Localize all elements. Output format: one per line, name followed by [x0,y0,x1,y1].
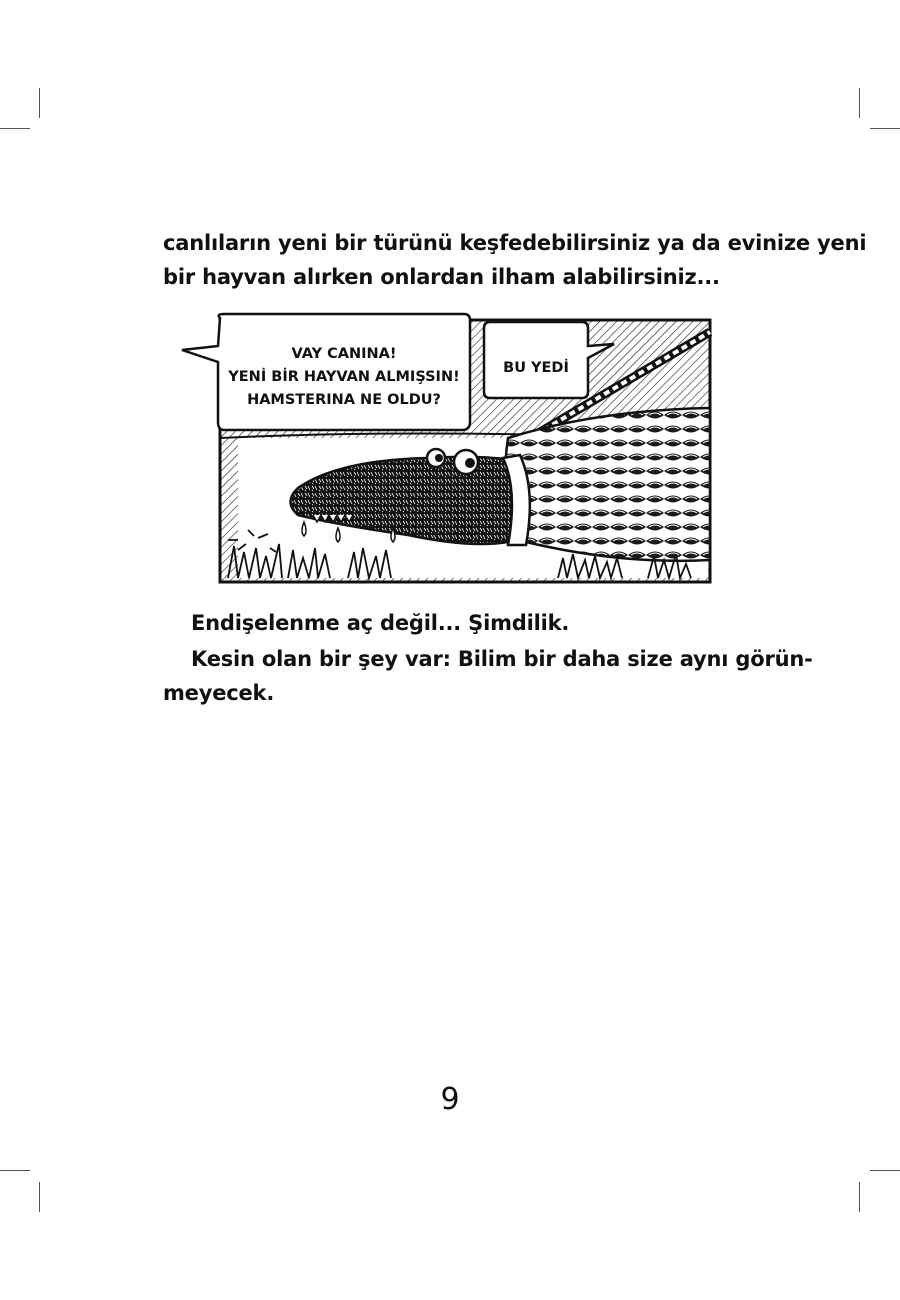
bubble-left-line: YENİ BİR HAYVAN ALMIŞSIN! [228,369,460,385]
bubble-left-line: HAMSTERINA NE OLDU? [247,392,441,408]
crop-mark [870,128,900,129]
body-paragraph-1 [163,606,738,640]
page-number: 9 [440,1082,460,1117]
bubble-left-line: VAY CANINA! [291,346,397,362]
text-line: canlıların yeni bir türünü keşfedebilirsiniz ya da evinize yeni [163,231,867,255]
crop-mark [39,1182,40,1212]
crop-mark [0,1170,30,1171]
body-paragraph-2 [163,642,813,710]
comic-panel [178,310,718,590]
bubble-right-text: BU YEDİ [503,360,569,376]
crop-mark [870,1170,900,1171]
crop-mark [859,1182,860,1212]
crop-mark [859,88,860,118]
text-line: Endişelenme aç değil... Şimdilik. [191,611,570,635]
body-paragraph-top [163,226,867,294]
text-line: meyecek. [163,681,275,705]
text-line: Kesin olan bir şey var: Bilim bir daha size aynı görün- [191,647,813,671]
crop-mark [0,128,30,129]
text-line: bir hayvan alırken onlardan ilham alabilirsiniz... [163,265,720,289]
crop-mark [39,88,40,118]
speech-bubble-left [182,314,470,430]
